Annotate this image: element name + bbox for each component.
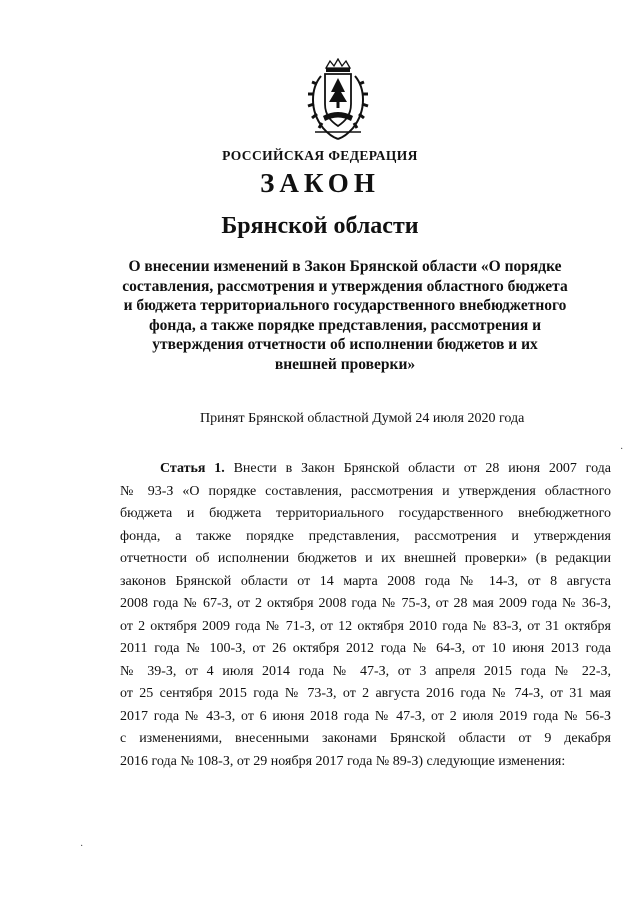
article-line: 2011 года № 100-З, от 26 октября 2012 года № 64-З, от 10 июня 2013 года — [120, 641, 611, 656]
article-line: 2008 года № 67-З, от 2 октября 2008 года № 75-З, от 28 мая 2009 года № 36-З, — [120, 596, 611, 611]
scan-speck: · — [80, 841, 84, 852]
article-line: от 2 октября 2009 года № 71-З, от 12 октября 2010 года № 83-З, от 31 октября — [120, 618, 611, 634]
article-line: № 93-З «О порядке составления, рассмотрения и утверждения областного — [120, 483, 611, 499]
article-line — [120, 458, 611, 481]
article-line: фонда, а также порядке представления, рассмотрения и утверждения — [120, 528, 611, 544]
article-line: 2017 года № 43-З, от 6 июня 2018 года № 47-З, от 2 июля 2019 года № 56-З — [120, 708, 611, 724]
article-text: Внести в Закон Брянской области от 28 июня 2007 года — [233, 461, 611, 476]
article-line: отчетности об исполнении бюджетов и их внешней проверки» (в редакции — [120, 551, 611, 566]
coat-of-arms-icon — [301, 58, 375, 144]
law-title-line: и бюджета территориального государственного внебюджетного — [123, 297, 567, 315]
law-title — [110, 257, 580, 375]
article-line: бюджета и бюджета территориального государственного внебюджетного — [120, 506, 611, 521]
law-title-line: составления, рассмотрения и утверждения областного бюджета — [122, 277, 568, 295]
law-title-line: утверждения отчетности об исполнении бюджетов и их — [152, 336, 538, 354]
article-label: Статья 1. — [160, 461, 225, 476]
article-line: № 39-З, от 4 июля 2014 года № 47-З, от 3 апреля 2015 года № 22-З, — [120, 663, 611, 679]
law-title-line: О внесении изменений в Закон Брянской области «О порядке — [128, 258, 562, 275]
article-line: с изменениями, внесенными законами Брянской области от 9 декабря — [120, 731, 611, 746]
law-title-line: фонда, а также порядке представления, рассмотрения и — [148, 316, 542, 334]
article-line: от 25 сентября 2015 года № 73-З, от 2 августа 2016 года № 74-З, от 31 мая — [120, 686, 611, 701]
adoption-note: Принят Брянской областной Думой 24 июля 2020 года — [200, 411, 525, 426]
document-type: ЗАКОН — [260, 168, 380, 198]
country-name: РОССИЙСКАЯ ФЕДЕРАЦИЯ — [222, 148, 418, 163]
region-name: Брянской области — [221, 213, 419, 239]
article-line: 2016 года № 108-З, от 29 ноября 2017 года № 89-З) следующие изменения: — [120, 753, 566, 769]
article-1 — [120, 458, 611, 773]
scan-speck: · — [620, 444, 624, 455]
article-line: законов Брянской области от 14 марта 2008 года № 14-З, от 8 августа — [120, 573, 611, 589]
law-title-line: внешней проверки» — [274, 355, 416, 373]
